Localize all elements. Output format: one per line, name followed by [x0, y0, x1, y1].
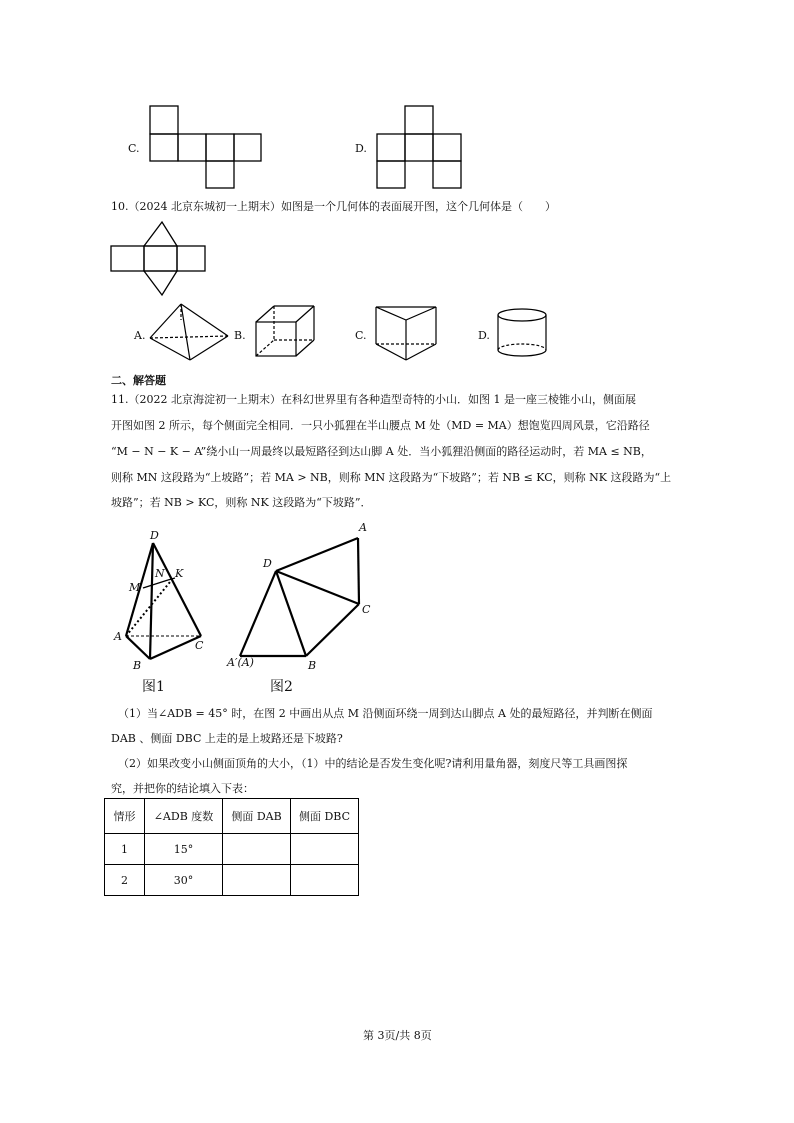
- table-cell: 15°: [145, 834, 223, 865]
- table-cell[interactable]: [291, 834, 359, 865]
- question-10-stem: 10.（2024 北京东城初一上期末）如图是一个几何体的表面展开图，这个几何体是（ ）: [111, 200, 556, 213]
- fig2-label-c: C: [362, 603, 371, 616]
- question-11-line-1: 11.（2022 北京海淀初一上期末）在科幻世界里有各种造型奇特的小山．如图 1 是一座三棱锥小山，侧面展: [111, 393, 636, 406]
- question-11-line-4: 则称 MN 这段路为“上坡路”；若 MA > NB，则称 MN 这段路为“下坡路”；若 NB ≤ KC，则称 NK 这段路为“上: [111, 471, 672, 484]
- part-1-line-1: （1）当∠ADB = 45° 时，在图 2 中画出从点 M 沿侧面环绕一周到达山脚点 A 处的最短路径，并判断在侧面: [118, 707, 653, 720]
- table-cell: 30°: [145, 865, 223, 896]
- fig1-label-k: K: [175, 567, 184, 580]
- fig2-label-a-prime: A′(A): [227, 656, 254, 669]
- fig1-label-d: D: [150, 529, 159, 542]
- table-cell[interactable]: [223, 865, 291, 896]
- q10-option-a-label: A.: [134, 329, 146, 342]
- q10-option-c-label: C.: [355, 329, 367, 342]
- question-11-line-2: 开图如图 2 所示，每个侧面完全相同．一只小狐狸在半山腰点 M 处（MD = MA）想饱览四周风景，它沿路径: [111, 419, 650, 432]
- page-footer: 第 3页/共 8页: [363, 1029, 432, 1042]
- fig2-label-d: D: [263, 557, 272, 570]
- results-table: [104, 798, 359, 896]
- table-row: [105, 865, 359, 896]
- fig2-label-b: B: [308, 659, 317, 672]
- table-cell[interactable]: [223, 834, 291, 865]
- question-11-line-3: “M − N − K − A”绕小山一周最终以最短路径到达山脚 A 处．当小狐狸沿侧面的路径运动时，若 MA ≤ NB，: [111, 445, 652, 458]
- fig1-label-m: M: [129, 581, 141, 594]
- fig1-label-b: B: [133, 659, 142, 672]
- fig1-label-n: N: [155, 567, 165, 580]
- part-2-line-2: 究，并把你的结论填入下表：: [111, 782, 254, 795]
- figure-1-caption: 图1: [142, 679, 165, 695]
- table-header-face-dab: 侧面 DAB: [223, 799, 291, 834]
- fig1-label-c: C: [195, 639, 204, 652]
- section-title-answers: 二、解答题: [111, 374, 166, 387]
- table-header-case: 情形: [105, 799, 145, 834]
- figure-2-caption: 图2: [270, 679, 293, 695]
- option-c-label: C.: [128, 142, 140, 155]
- part-1-line-2: DAB 、侧面 DBC 上走的是上坡路还是下坡路?: [111, 732, 343, 745]
- question-11-line-5: 坡路”；若 NB > KC，则称 NK 这段路为“下坡路”．: [111, 496, 372, 509]
- table-cell: 1: [105, 834, 145, 865]
- q10-option-b-label: B.: [234, 329, 246, 342]
- part-2-line-1: （2）如果改变小山侧面顶角的大小，（1）中的结论是否发生变化呢?请利用量角器，刻度尺等工具画图探: [118, 757, 628, 770]
- option-d-label: D.: [355, 142, 367, 155]
- table-cell[interactable]: [291, 865, 359, 896]
- table-cell: 2: [105, 865, 145, 896]
- fig2-label-a: A: [359, 521, 367, 534]
- table-row: [105, 834, 359, 865]
- fig1-label-a: A: [114, 630, 122, 643]
- table-header-angle: ∠ADB 度数: [145, 799, 223, 834]
- q10-option-d-label: D.: [478, 329, 490, 342]
- table-header-face-dbc: 侧面 DBC: [291, 799, 359, 834]
